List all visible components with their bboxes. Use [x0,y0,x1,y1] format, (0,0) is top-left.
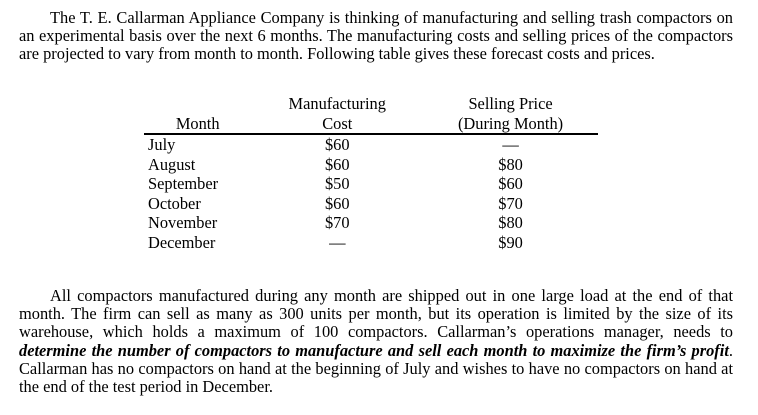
cost-cell: $60 [324,154,350,174]
body-paragraph [19,287,733,396]
table-row [144,174,598,194]
table-row [144,194,598,214]
header-month-spacer [144,94,251,114]
table-header-row-2 [144,114,598,135]
month-cell: September [148,174,219,193]
cost-cell: $60 [324,193,350,213]
cost-cell: — [329,232,346,252]
header-price-line2: (During Month) [423,114,598,135]
table-header-row-1 [144,94,598,114]
price-cell: $70 [498,193,523,213]
header-cost-line2: Cost [251,114,423,135]
cost-cell: $60 [324,135,350,154]
price-cell: $80 [498,154,523,174]
month-cell: October [148,193,201,213]
price-cell: $90 [498,232,523,252]
intro-paragraph: The T. E. Callarman Appliance Company is thinking of manufacturing and selling trash compactors on an experimental basis over the next 6 months. The manufacturing costs and selling prices of the compactors are projected to vary from month to month. Following table gives these forecast costs and prices. [19,8,733,64]
header-month: Month [144,114,251,135]
month-cell: November [148,213,218,232]
month-cell: December [148,232,216,252]
header-price-line1: Selling Price [468,94,553,113]
table-row [144,213,598,233]
body-text-after: . Callarman has no compactors on hand at the beginning of July and wishes to have no compactors on hand at the end of the test period in December. [19,340,733,397]
table-row [144,134,598,155]
table-row [144,155,598,175]
month-cell: August [148,154,196,174]
table-row [144,233,598,253]
forecast-table [144,94,598,252]
price-cell: $60 [498,174,523,193]
cost-cell: $70 [324,213,350,232]
body-text-before: All compactors manufactured during any month are shipped out in one large load at the end of that month. The firm can sell as many as 300 units per month, but its operation is limited by the size of its warehouse, which holds a maximum of 100 compactors. Callarman’s operations manager, needs to [19,286,733,342]
price-cell: $80 [498,213,523,232]
cost-cell: $50 [324,174,350,193]
month-cell: July [148,135,176,154]
header-cost-line1: Manufacturing [288,94,386,113]
body-emphasis: determine the number of compactors to manufacture and sell each month to maximize the firm’s profit [19,340,729,360]
price-cell: — [502,135,519,154]
